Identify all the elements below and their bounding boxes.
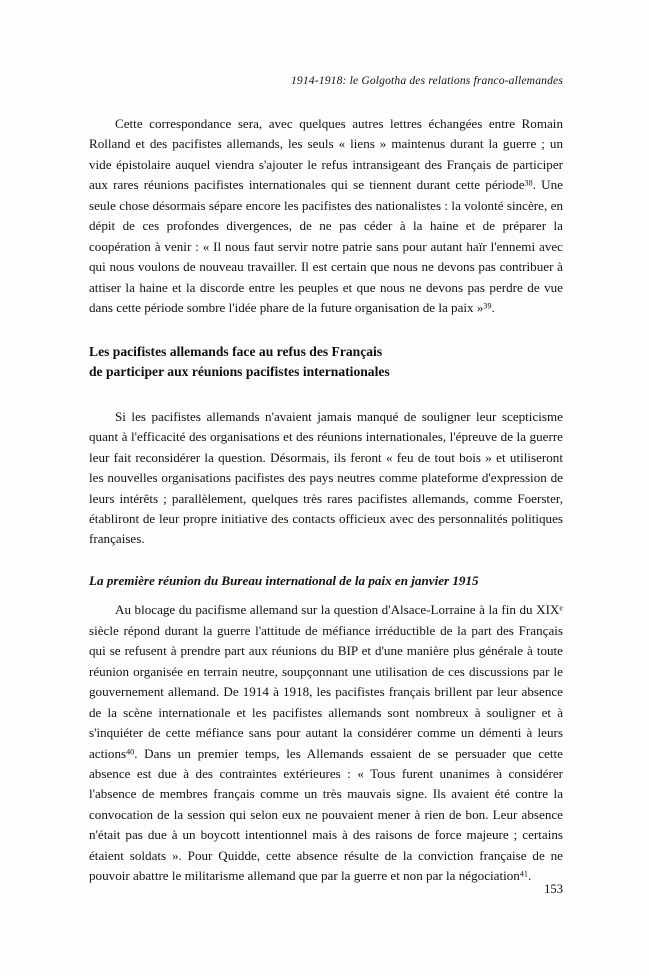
paragraph-1 [89,114,563,319]
ordinal-suffix-e: e [559,603,563,613]
running-head: 1914-1918: le Golgotha des relations franco-allemandes [290,74,563,87]
footnote-marker-40: 40 [126,746,135,756]
paragraph-1-part-3: . [491,300,495,316]
text-column [89,114,563,887]
paragraph-3 [89,600,563,886]
section-heading-line-1: Les pacifistes allemands face au refus des Français [89,343,383,359]
paragraph-3-part-3: . Dans un premier temps, les Allemands essaient de se persuader que cette absence est due à des contraintes extérieures : « Tous furent unanimes à considérer l'absence de membres français comme un très mauvais signe. Ils avaient été contre la convocation de la session qui selon eux ne pouvaient mener à rien de bon. Leur absence n'était pas due à un boycott intentionnel mais à des raisons de force majeure ; certains étaient soldats ». Pour Quidde, cette absence résulte de la conviction française de ne pouvoir abattre le militarisme allemand que par la guerre et non par la négociation [89,745,563,884]
paragraph-1-part-2: . Une seule chose désormais sépare encore les pacifistes des nationalistes : la volonté sincère, en dépit de ces profondes divergences, de ne pas céder à la haine et de préparer la coopération à venir : « Il nous faut servir notre patrie sans pour autant haïr l'ennemi avec qui nous voulons de nouveau travailler. Il est certain que nous ne devons pas contribuer à attiser la haine et la discorde entre les peuples et que nous ne devons pas perdre de vue dans cette période sombre l'idée phare de la future organisation de la paix » [89,177,563,316]
spacer [89,319,563,342]
footnote-marker-39: 39 [483,301,492,311]
section-heading-line-2: de participer aux réunions pacifistes internationales [89,364,390,380]
paragraph-3-part-4: . [527,868,532,884]
paragraph-3-part-1: Au blocage du pacifisme allemand sur la question d'Alsace-Lorraine à la fin du XIX [115,602,560,618]
spacer [89,383,563,407]
spacer [89,550,563,571]
footnote-marker-38: 38 [524,178,533,188]
section-heading [89,342,563,383]
paragraph-2: Si les pacifistes allemands n'avaient jamais manqué de souligner leur scepticisme quant à l'efficacité des organisations et des réunions internationales, l'épreuve de la guerre leur fait reconsidérer la question. Désormais, ils feront « feu de tout bois » et utiliseront les nouvelles organisations pacifistes des pays neutres comme plateforme d'expression de leurs intérêts ; parallèlement, quelques très rares pacifistes allemands, comme Foerster, établiront de leur propre initiative des contacts officieux avec des personnalités politiques françaises. [89,408,563,547]
page-number: 153 [544,882,563,896]
spacer [89,591,563,600]
paragraph-1-part-1: Cette correspondance sera, avec quelques autres lettres échangées entre Romain Rolland et des pacifistes allemands, les seuls « liens » maintenus durant la guerre ; un vide épistolaire auquel viendra s'ajouter le refus intransigeant des Français de participer aux rares réunions pacifistes internationales qui se tiennent durant cette période [89,116,563,193]
footnote-marker-41: 41 [519,869,528,879]
paragraph-3-part-2: siècle répond durant la guerre l'attitude de méfiance irréductible de la part des Français qui se refusent à prendre part aux réunions du BIP et d'une manière plus générale à toute réunion organisée en terrain neutre, soupçonnant une utilisation de ces discussions par le gouvernement allemand. De 1914 à 1918, les pacifistes français brillent par leur absence de la scène internationale et les pacifistes allemands sont nombreux à souligner et à s'inquiéter de cette méfiance sans pour autant la considérer comme un démenti à leurs actions [89,622,563,761]
sub-heading: La première réunion du Bureau international de la paix en janvier 1915 [89,572,479,588]
